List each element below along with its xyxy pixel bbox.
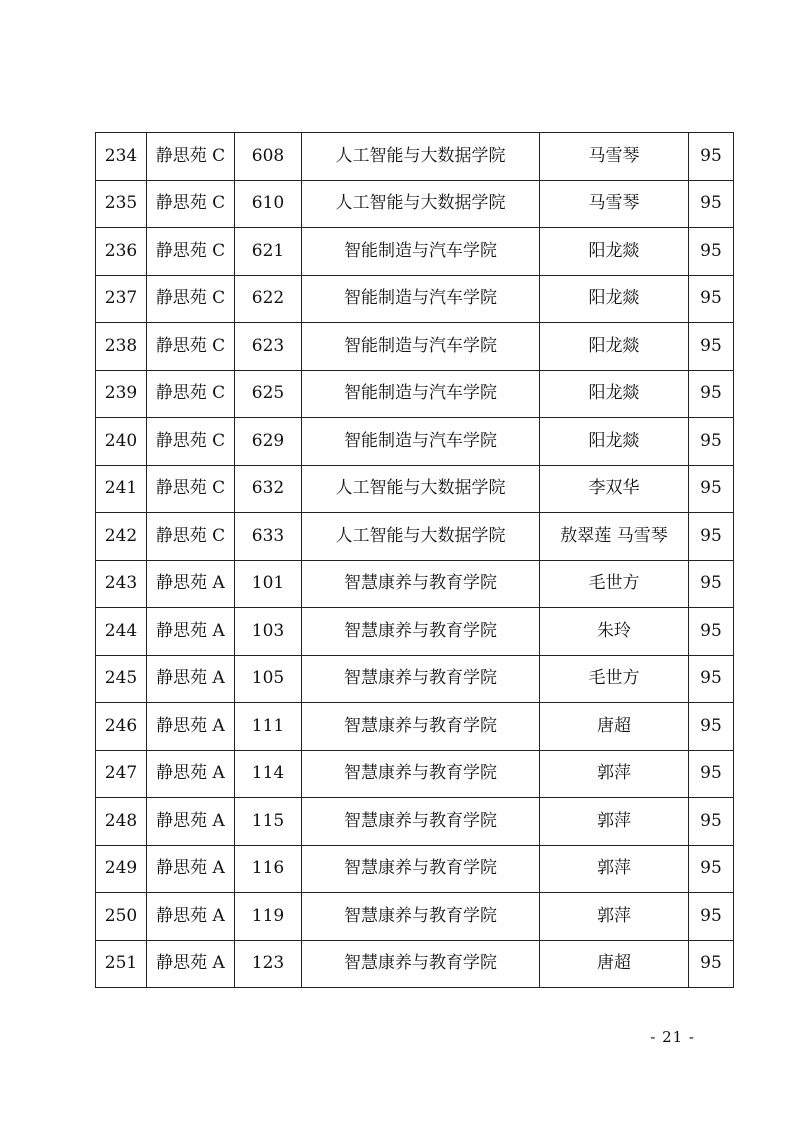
table-row — [96, 228, 734, 276]
score-value: 95 — [689, 275, 734, 323]
score-value: 95 — [689, 798, 734, 846]
score-value: 95 — [689, 418, 734, 466]
college-name: 智能制造与汽车学院 — [302, 228, 540, 276]
row-number: 248 — [96, 798, 147, 846]
staff-name: 郭萍 — [540, 893, 689, 941]
table-row — [96, 133, 734, 181]
row-number: 234 — [96, 133, 147, 181]
row-number: 244 — [96, 608, 147, 656]
room-number: 632 — [235, 465, 302, 513]
building-name: 静思苑 A — [147, 560, 235, 608]
staff-name: 郭萍 — [540, 845, 689, 893]
college-name: 智能制造与汽车学院 — [302, 370, 540, 418]
table-row — [96, 940, 734, 988]
staff-name: 郭萍 — [540, 798, 689, 846]
staff-name: 阳龙燚 — [540, 370, 689, 418]
table-row — [96, 893, 734, 941]
staff-name: 李双华 — [540, 465, 689, 513]
staff-name: 阳龙燚 — [540, 323, 689, 371]
building-name: 静思苑 C — [147, 323, 235, 371]
room-number: 629 — [235, 418, 302, 466]
staff-name: 朱玲 — [540, 608, 689, 656]
table-row — [96, 560, 734, 608]
staff-name: 马雪琴 — [540, 180, 689, 228]
table-row — [96, 418, 734, 466]
room-number: 103 — [235, 608, 302, 656]
table-row — [96, 798, 734, 846]
building-name: 静思苑 A — [147, 750, 235, 798]
building-name: 静思苑 A — [147, 798, 235, 846]
college-name: 人工智能与大数据学院 — [302, 180, 540, 228]
building-name: 静思苑 A — [147, 608, 235, 656]
room-number: 111 — [235, 703, 302, 751]
table-row — [96, 465, 734, 513]
building-name: 静思苑 C — [147, 513, 235, 561]
building-name: 静思苑 C — [147, 180, 235, 228]
score-value: 95 — [689, 465, 734, 513]
row-number: 241 — [96, 465, 147, 513]
room-number: 123 — [235, 940, 302, 988]
building-name: 静思苑 C — [147, 370, 235, 418]
staff-name: 阳龙燚 — [540, 228, 689, 276]
staff-name: 唐超 — [540, 940, 689, 988]
row-number: 249 — [96, 845, 147, 893]
row-number: 235 — [96, 180, 147, 228]
table-row — [96, 513, 734, 561]
room-number: 608 — [235, 133, 302, 181]
building-name: 静思苑 A — [147, 940, 235, 988]
college-name: 智慧康养与教育学院 — [302, 893, 540, 941]
score-value: 95 — [689, 750, 734, 798]
row-number: 247 — [96, 750, 147, 798]
college-name: 智慧康养与教育学院 — [302, 608, 540, 656]
score-value: 95 — [689, 180, 734, 228]
score-value: 95 — [689, 655, 734, 703]
room-number: 621 — [235, 228, 302, 276]
score-value: 95 — [689, 893, 734, 941]
table-row — [96, 703, 734, 751]
college-name: 智慧康养与教育学院 — [302, 750, 540, 798]
staff-name: 阳龙燚 — [540, 418, 689, 466]
score-value: 95 — [689, 370, 734, 418]
room-number: 101 — [235, 560, 302, 608]
score-value: 95 — [689, 513, 734, 561]
score-value: 95 — [689, 323, 734, 371]
score-value: 95 — [689, 703, 734, 751]
college-name: 智能制造与汽车学院 — [302, 275, 540, 323]
score-value: 95 — [689, 133, 734, 181]
college-name: 智能制造与汽车学院 — [302, 323, 540, 371]
row-number: 246 — [96, 703, 147, 751]
table-row — [96, 655, 734, 703]
room-number: 114 — [235, 750, 302, 798]
college-name: 人工智能与大数据学院 — [302, 513, 540, 561]
row-number: 245 — [96, 655, 147, 703]
building-name: 静思苑 A — [147, 893, 235, 941]
table-row — [96, 608, 734, 656]
staff-name: 郭萍 — [540, 750, 689, 798]
college-name: 人工智能与大数据学院 — [302, 133, 540, 181]
row-number: 239 — [96, 370, 147, 418]
building-name: 静思苑 C — [147, 228, 235, 276]
table-body — [96, 133, 734, 988]
room-number: 625 — [235, 370, 302, 418]
room-number: 633 — [235, 513, 302, 561]
staff-name: 敖翠莲 马雪琴 — [540, 513, 689, 561]
college-name: 智慧康养与教育学院 — [302, 560, 540, 608]
row-number: 236 — [96, 228, 147, 276]
score-value: 95 — [689, 560, 734, 608]
table-row — [96, 275, 734, 323]
staff-name: 阳龙燚 — [540, 275, 689, 323]
building-name: 静思苑 A — [147, 703, 235, 751]
building-name: 静思苑 A — [147, 655, 235, 703]
college-name: 智慧康养与教育学院 — [302, 798, 540, 846]
college-name: 智慧康养与教育学院 — [302, 655, 540, 703]
staff-name: 毛世方 — [540, 560, 689, 608]
building-name: 静思苑 A — [147, 845, 235, 893]
score-value: 95 — [689, 845, 734, 893]
row-number: 243 — [96, 560, 147, 608]
building-name: 静思苑 C — [147, 133, 235, 181]
page-number: - 21 - — [650, 1028, 695, 1046]
table-row — [96, 750, 734, 798]
row-number: 238 — [96, 323, 147, 371]
college-name: 智能制造与汽车学院 — [302, 418, 540, 466]
row-number: 242 — [96, 513, 147, 561]
room-number: 105 — [235, 655, 302, 703]
college-name: 智慧康养与教育学院 — [302, 703, 540, 751]
staff-name: 唐超 — [540, 703, 689, 751]
score-value: 95 — [689, 940, 734, 988]
table-row — [96, 180, 734, 228]
room-number: 119 — [235, 893, 302, 941]
building-name: 静思苑 C — [147, 418, 235, 466]
college-name: 智慧康养与教育学院 — [302, 845, 540, 893]
room-number: 610 — [235, 180, 302, 228]
room-number: 623 — [235, 323, 302, 371]
score-value: 95 — [689, 608, 734, 656]
row-number: 250 — [96, 893, 147, 941]
score-value: 95 — [689, 228, 734, 276]
room-number: 116 — [235, 845, 302, 893]
room-number: 115 — [235, 798, 302, 846]
row-number: 237 — [96, 275, 147, 323]
table-row — [96, 323, 734, 371]
table-row — [96, 845, 734, 893]
dormitory-score-table — [95, 132, 734, 988]
row-number: 240 — [96, 418, 147, 466]
room-number: 622 — [235, 275, 302, 323]
college-name: 智慧康养与教育学院 — [302, 940, 540, 988]
building-name: 静思苑 C — [147, 465, 235, 513]
college-name: 人工智能与大数据学院 — [302, 465, 540, 513]
row-number: 251 — [96, 940, 147, 988]
table-row — [96, 370, 734, 418]
staff-name: 毛世方 — [540, 655, 689, 703]
building-name: 静思苑 C — [147, 275, 235, 323]
staff-name: 马雪琴 — [540, 133, 689, 181]
